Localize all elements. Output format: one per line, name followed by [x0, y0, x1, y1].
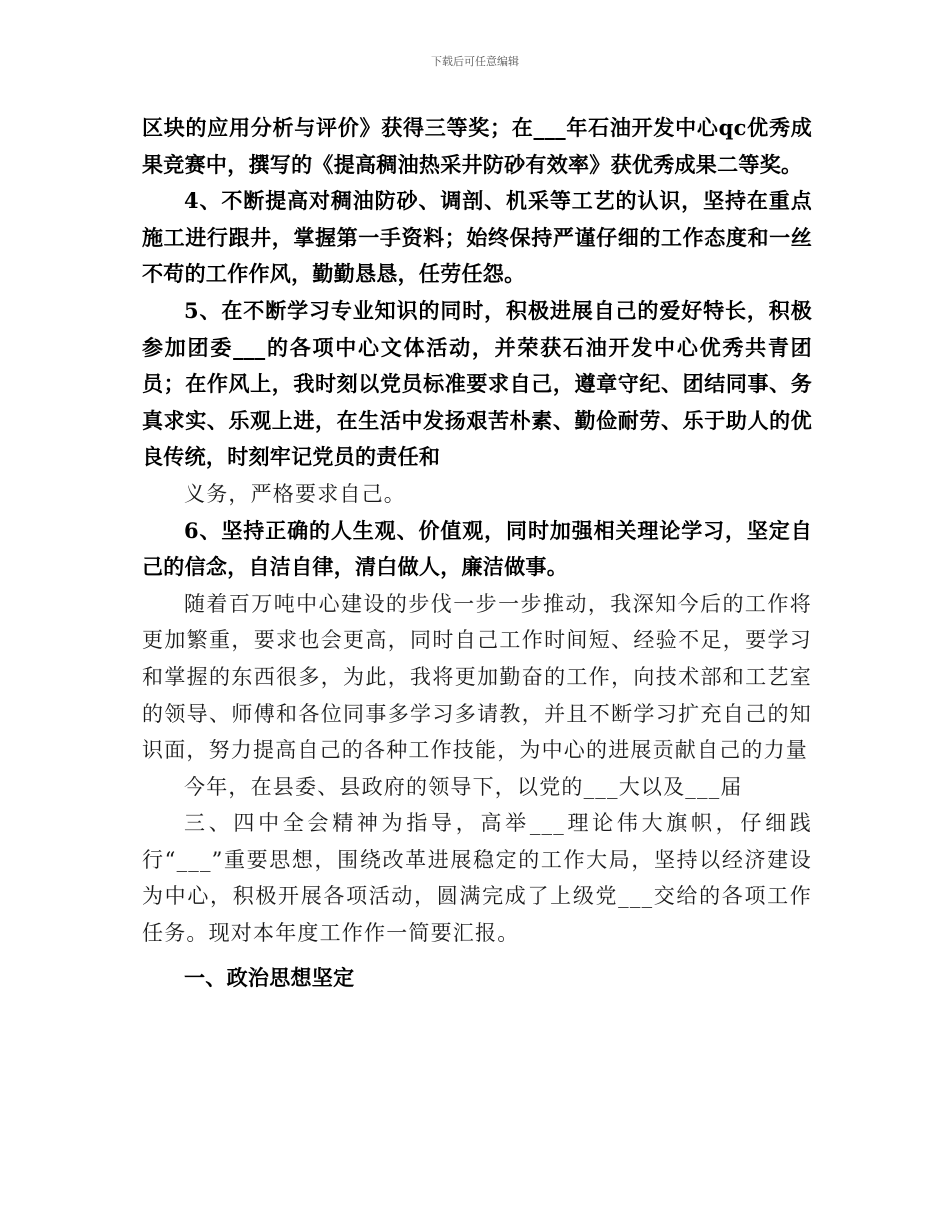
paragraph-year-intro: 今年，在县委、县政府的领导下，以党的___大以及___届: [184, 774, 743, 799]
page-header-note: 下载后可任意编辑: [431, 55, 519, 68]
paragraph-item-4: 4、不断提高对稠油防砂、调剖、机采等工艺的认识，坚持在重点施工进行跟井，掌握第一手资料；始终保持严谨仔细的工作态度和一丝不苟的工作作风，勤勤恳恳，任劳任怨。: [142, 188, 812, 287]
section-heading-political: 一、政治思想坚定: [184, 964, 355, 990]
paragraph-item-5-continuation: 义务，严格要求自己。: [184, 481, 406, 506]
document-body: [142, 110, 812, 996]
paragraph-outlook: 随着百万吨中心建设的步伐一步一步推动，我深知今后的工作将更加繁重，要求也会更高，同时自己工作时间短、经验不足，要学习和掌握的东西很多，为此，我将更加勤奋的工作，向技术部和工艺室的领导、师傅和各位同事多学习多请教，并且不断学习扩充自己的知识面，努力提高自己的各种工作技能，为中心的进展贡献自己的力量: [142, 591, 812, 763]
paragraph-item-5: 5、在不断学习专业知识的同时，积极进展自己的爱好特长，积极参加团委___的各项中心文体活动，并荣获石油开发中心优秀共青团员；在作风上，我时刻以党员标准要求自己，遵章守纪、团结同事、务真求实、乐观上进，在生活中发扬艰苦朴素、勤俭耐劳、乐于助人的优良传统，时刻牢记党员的责任和: [142, 297, 812, 470]
paragraph-report-summary: 三、四中全会精神为指导，高举___理论伟大旗帜，仔细践行“___”重要思想，围绕改革进展稳定的工作大局，坚持以经济建设为中心，积极开展各项活动，圆满完成了上级党___交给的各项工作任务。现对本年度工作作一简要汇报。: [142, 811, 812, 946]
paragraph-item-6: 6、坚持正确的人生观、价值观，同时加强相关理论学习，坚定自己的信念，自洁自律，清白做人，廉洁做事。: [142, 517, 812, 580]
paragraph-award-continuation: 区块的应用分析与评价》获得三等奖；在___年石油开发中心qc优秀成果竞赛中，撰写的《提高稠油热采井防砂有效率》获优秀成果二等奖。: [142, 115, 812, 177]
